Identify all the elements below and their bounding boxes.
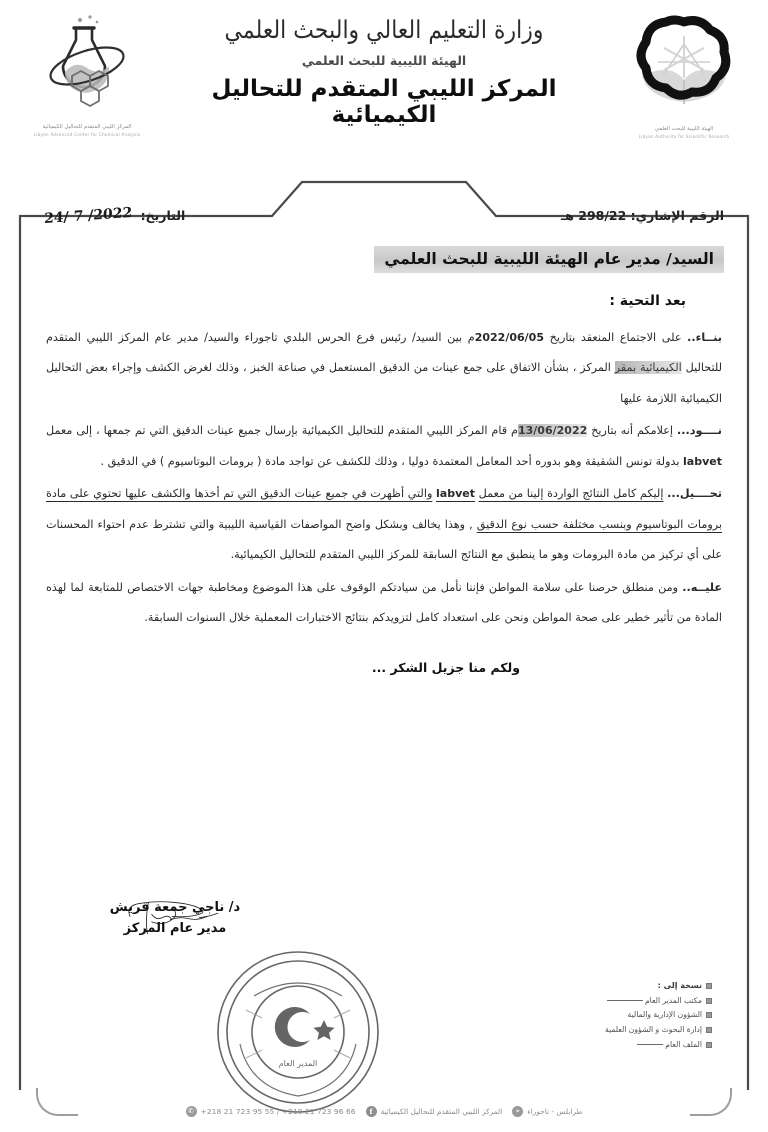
date-label: التاريخ:: [140, 208, 186, 223]
p3-underline-1: إليكم كامل النتائج الواردة إلينا من معمل: [478, 487, 664, 501]
ministry-title: وزارة التعليم العالي والبحث العلمي: [224, 16, 544, 45]
addressee-line: السيد/ مدير عام الهيئة الليبية للبحث العلمي: [374, 246, 724, 273]
footer-phones: [186, 1106, 356, 1117]
cc-item: الملف العام: [502, 1038, 712, 1053]
document-header: [0, 0, 768, 172]
paragraph-4: [46, 573, 722, 634]
location-pin-icon: ⌖: [512, 1106, 523, 1117]
bullet-square-icon: [706, 1027, 712, 1033]
reference-row: [43, 204, 724, 228]
footer-curve-right: [690, 1088, 732, 1116]
p2-c: بدولة تونس الشقيقة وهو بدوره أحد المعامل المعتمدة دوليا ، وذلك للكشف عن تواجد مادة ( برومات البوتاسيوم ) في الدقيق .: [100, 454, 680, 468]
p4-text: ومن منطلق حرصنا على سلامة المواطن فإننا نأمل من سيادتكم الوقوف على هذا الموضوع ومخاطبة جهات الاختصاص للمتابعة لما لهذه المادة من تأثير خطير على صحة المواطن ونحن على استعداد كامل لتزويدكم بنتائج الاختبارات المعملية خلال السنوات السابقة.: [46, 580, 722, 625]
authority-title: الهيئة الليبية للبحث العلمي: [301, 53, 467, 68]
p3-lab: labvet: [436, 487, 475, 501]
document-footer: [0, 1094, 768, 1128]
center-logo: [12, 14, 162, 154]
p3-underline-2: والتي أظهرت في جميع عينات الدقيق التي تم أخذها والكشف عليها تحتوي على مادة برومات البوتاسيوم وبنسب مختلفة حسب نوع الدقيق: [46, 487, 723, 531]
footer-curve-left: [36, 1088, 78, 1116]
p3-lead: تحــــيل...: [667, 487, 722, 501]
reference-number: [561, 208, 724, 223]
reference-label: الرقم الإشاري:: [630, 208, 724, 223]
p1-b: م بين السيد/ رئيس فرع الحرس البلدي تاجوراء والسيد/ مدير عام المركز الليبي المتقدم للتحاليل: [46, 331, 722, 375]
cc-list: [502, 978, 712, 1053]
p1-c: المركز ، بشأن الاتفاق على جمع عينات من الدقيق المستعمل في صناعة الخبز ، وذلك لغرض الكشف وإجراء بعض التحاليل الكيميائية اللازمة عليها: [46, 361, 722, 405]
p2-b: م قام المركز الليبي المتقدم للتحاليل الكيميائية بإرسال جميع عينات الدقيق التي تم جمعها ، إلى معمل: [46, 424, 518, 438]
letter-frame: [14, 176, 754, 1096]
atom-book-logo-icon: [628, 14, 740, 120]
signer-name: د/ ناجي جمعة قريش: [109, 900, 241, 915]
p4-lead: عليــه..: [682, 580, 722, 594]
paragraph-3: [46, 479, 722, 570]
center-title: المركز الليبي المتقدم للتحاليل الكيميائية: [211, 76, 557, 128]
date-value: 2022/ 7 /24: [43, 204, 133, 228]
footer-location-text: طرابلس - تاجوراء: [527, 1106, 583, 1116]
p3-b: , وهذا يخالف وبشكل واضح المواصفات القياسية الليبية والتي تشترط عدم احتواء المحسنات على أي تركيز من مادة البرومات وهو ما ينطبق مع النتائج السابقة للمركز الليبي المتقدم للتحاليل الكيميائية.: [46, 517, 722, 562]
letter-body: [46, 323, 722, 634]
seal-center-text: المدير العام: [278, 1059, 318, 1068]
phone-icon: ✆: [186, 1106, 197, 1117]
cc-title: نسخة إلى :: [502, 978, 712, 994]
p2-lead: نــــود...: [676, 424, 722, 438]
authority-logo-caption: الهيئة الليبية للبحث العلمي Libyan Authority for Scientific Research: [638, 126, 730, 139]
footer-location: [512, 1106, 582, 1117]
footer-facebook[interactable]: [366, 1106, 503, 1117]
signature-block: [60, 898, 290, 936]
greeting-line: بعد التحية :: [609, 293, 686, 309]
paragraph-1: [46, 323, 722, 414]
footer-phone-text: +218 21 723 95 55 / +218 21 723 96 66: [200, 1106, 356, 1116]
p2-date: 13/06/2022: [517, 424, 588, 438]
cc-item: الشؤون الإدارية والمالية: [502, 1008, 712, 1023]
p1-smudge: الكيميائية بمقر: [614, 361, 682, 375]
facebook-icon: f: [366, 1106, 377, 1117]
footer-facebook-text: المركز الليبي المتقدم للتحاليل الكيميائية: [380, 1106, 503, 1116]
header-titles: [168, 18, 600, 128]
reference-value: 298/22 هـ: [560, 208, 627, 223]
p2-lab: labvet: [683, 454, 722, 468]
cc-item: مكتب المدير العام: [502, 994, 712, 1009]
signer-title: مدير عام المركز: [123, 921, 227, 936]
p1-lead: بنــاء..: [687, 331, 722, 344]
cc-item: إدارة البحوث و الشؤون العلمية: [502, 1023, 712, 1038]
bullet-square-icon: [706, 983, 712, 989]
paragraph-2: [46, 416, 722, 477]
date-block: [43, 204, 186, 228]
p1-a: على الاجتماع المنعقد بتاريخ: [549, 331, 682, 344]
bullet-square-icon: [706, 998, 712, 1004]
p2-a: إعلامكم أنه بتاريخ: [591, 424, 674, 438]
bullet-square-icon: [706, 1042, 712, 1048]
bullet-square-icon: [706, 1012, 712, 1018]
flask-hexagon-logo-icon: [28, 14, 146, 118]
center-logo-caption: المركز الليبي المتقدم للتحاليل الكيميائية Libyan Advanced Center for Chemical Analysis: [33, 124, 141, 137]
letter-content: [38, 198, 730, 1086]
authority-logo: [614, 14, 754, 154]
closing-thanks: ولكم منا جزيل الشكر ...: [371, 659, 520, 675]
handwritten-signature: [60, 898, 290, 936]
p1-date: 2022/06/05: [474, 331, 544, 344]
